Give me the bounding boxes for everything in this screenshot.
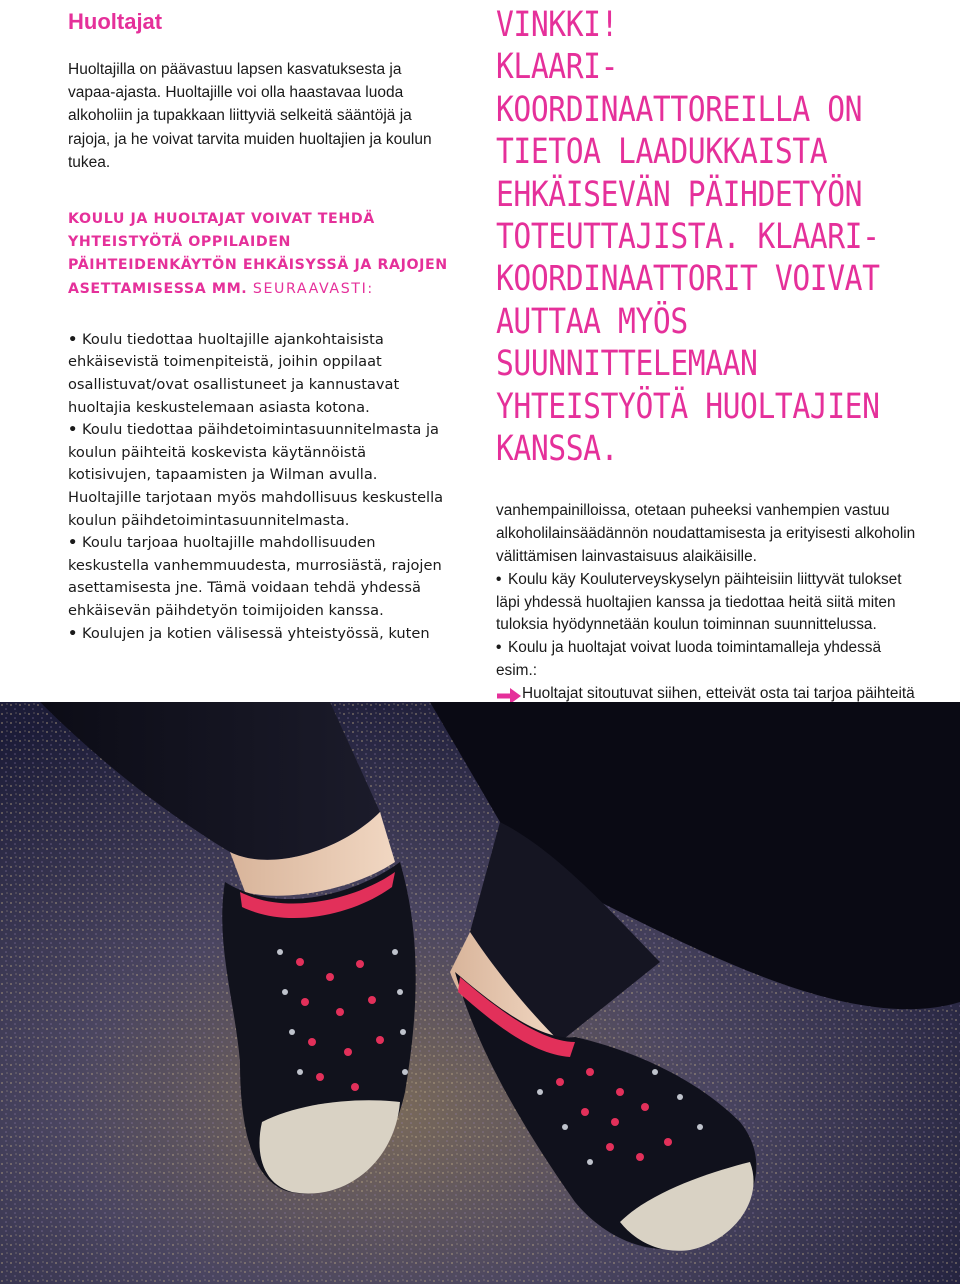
list-item [68, 532, 452, 622]
list-item-text: Koulu tarjoaa huoltajille mahdollisuuden keskustella vanhemmuudesta, murrosiästä, rajojen asettamisesta jne. Tämä voidaan tehdä yhdessä ehkäisevän päihdetyön toimijoiden kanssa. [68, 534, 442, 619]
sneakers-photo [0, 702, 960, 1284]
list-item [68, 329, 452, 419]
list-item [496, 637, 916, 683]
right-column [496, 4, 916, 728]
left-column [68, 8, 452, 645]
list-item-text: Koulujen ja kotien välisessä yhteistyössä, kuten [82, 624, 430, 642]
list-item [496, 569, 916, 637]
subheading-light: SEURAAVASTI: [252, 280, 374, 297]
list-item-text: Koulu tiedottaa päihdetoimintasuunnitelmasta ja koulun päihteitä koskevista käytännöistä kotisivujen, tapaamisten ja Wilman avulla. Huoltajille tarjotaan myös mahdollisuus keskustella koulun päihdetoimintasuunnitelmasta. [68, 421, 444, 529]
bullet-dot-icon: • [68, 421, 78, 439]
bullet-dot-icon: • [68, 534, 78, 552]
list-item-text: Koulu ja huoltajat voivat luoda toimintamalleja yhdessä esim.: [496, 639, 882, 680]
bullet-dot-icon: • [496, 639, 502, 657]
list-item [68, 623, 452, 646]
tip-text: KLAARI-KOORDINAATTOREILLA ON TIETOA LAADUKKAISTA EHKÄISEVÄN PÄIHDETYÖN TOTEUTTAJISTA. KLAARI-KOORDINAATTORIT VOIVAT AUTTAA MYÖS SUUNNITTELEMAAN YHTEISTYÖTÄ HUOLTAJIEN KANSSA. [496, 47, 880, 470]
tip-box [496, 4, 917, 470]
list-item-text: Koulu tiedottaa huoltajille ajankohtaisista ehkäisevistä toimenpiteistä, joihin oppilaat osallistuvat/ovat osallistuneet ja kannustavat huoltajia keskustelemaan asiasta kotona. [68, 330, 400, 416]
page-title: Huoltajat [68, 9, 163, 34]
list-item [68, 419, 452, 532]
bullet-dot-icon: • [496, 570, 502, 588]
bullet-list-left [68, 329, 452, 645]
continued-paragraph: vanhempainilloissa, otetaan puheeksi vanhempien vastuu alkoholilainsäädännön noudattamisesta ja erityisesti alkoholin välittämisen lainvastaisuus alaikäisille. [496, 502, 916, 566]
subheading [68, 208, 452, 301]
intro-paragraph: Huoltajilla on päävastuu lapsen kasvatuksesta ja vapaa-ajasta. Huoltajille voi olla haastavaa luoda alkoholiin ja tupakkaan liittyviä selkeitä sääntöjä ja rajoja, ja he voivat tarvita muiden huoltajien ja koulun tukea. [68, 61, 432, 171]
arrow-item-text: Huoltajat sitoutuvat siihen, etteivät osta tai tarjoa päihteitä [522, 684, 915, 702]
right-body [496, 500, 916, 728]
list-item-text: Koulu käy Kouluterveyskyselyn päihteisiin liittyvät tulokset läpi yhdessä huoltajien kanssa ja tiedottaa heitä siitä miten tuloksia hyödynnetään koulun toiminnan suunnittelussa. [496, 570, 902, 634]
bullet-dot-icon: • [68, 330, 78, 348]
subheading-bold: KOULU JA HUOLTAJAT VOIVAT TEHDÄ YHTEISTYÖTÄ OPPILAIDEN PÄIHTEIDENKÄYTÖN EHKÄISYSSÄ JA RAJOJEN ASETTAMISESSA MM. [68, 211, 448, 297]
bullet-dot-icon: • [68, 624, 78, 642]
tip-label: VINKKI! [496, 5, 619, 45]
photo-illustration [0, 702, 960, 1284]
